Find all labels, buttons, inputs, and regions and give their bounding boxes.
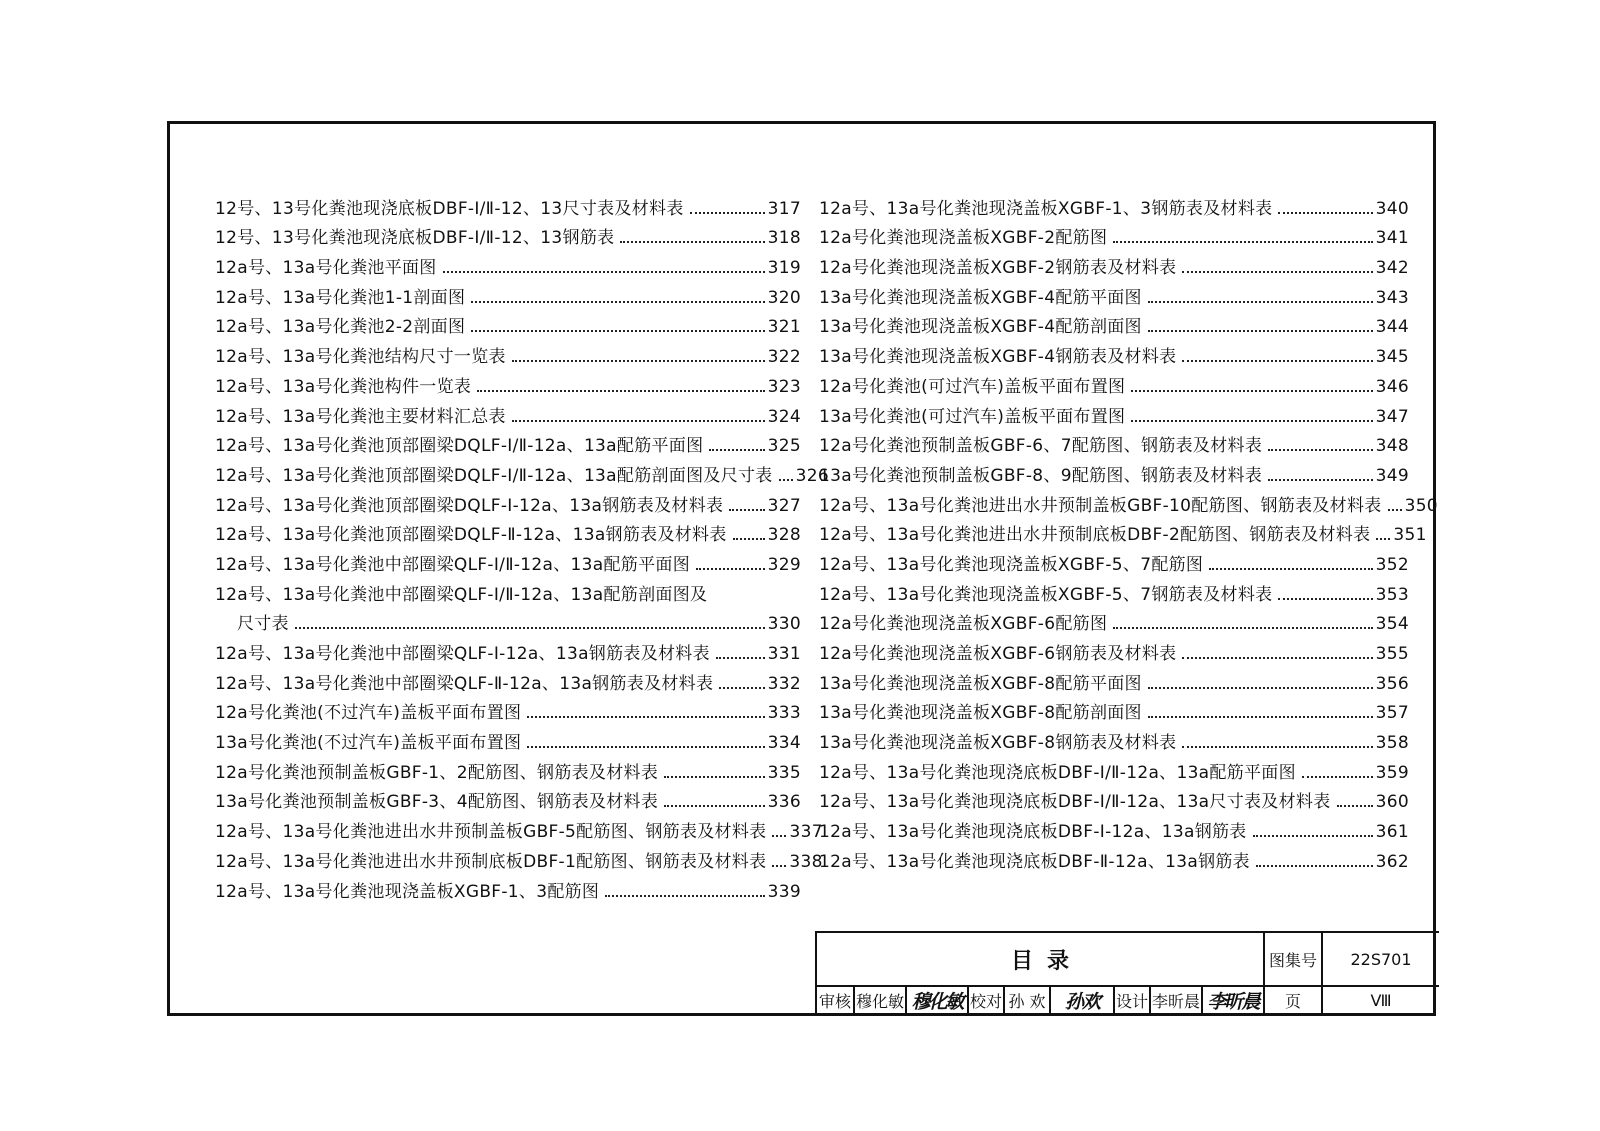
toc-entry-title: 13a号化粪池现浇盖板XGBF-4配筋剖面图 <box>819 317 1142 338</box>
toc-entry-title: 12a号、13a号化粪池中部圈梁QLF-Ⅰ-12a、13a钢筋表及材料表 <box>215 644 710 664</box>
dot-leader <box>527 746 764 748</box>
toc-entry-title: 12a号、13a号化粪池进出水井预制底板DBF-1配筋图、钢筋表及材料表 <box>215 851 767 872</box>
checker-name: 孙 欢 <box>1008 991 1046 1011</box>
toc-entry-page: 330 <box>767 614 801 635</box>
toc-right-column <box>819 192 1438 875</box>
dot-leader <box>690 212 765 214</box>
toc-entry-title: 12a号化粪池(不过汽车)盖板平面布置图 <box>215 703 522 724</box>
toc-entry-title: 12a号、13a号化粪池2-2剖面图 <box>215 317 466 338</box>
toc-entry <box>819 222 1409 252</box>
dot-leader <box>1182 271 1372 273</box>
toc-entry <box>819 548 1409 578</box>
toc-entry-page: 353 <box>1375 584 1409 605</box>
toc-entry <box>215 222 801 252</box>
atlas-number: 22S701 <box>1350 949 1412 969</box>
toc-entry <box>819 845 1409 875</box>
reviewer-signature: 穆化敏 <box>911 990 963 1013</box>
dot-leader <box>1113 241 1372 243</box>
dot-leader <box>716 657 765 659</box>
toc-entry-page: 325 <box>767 436 801 457</box>
toc-entry <box>819 697 1409 727</box>
title-block-row-1 <box>817 933 1439 987</box>
page-label: 页 <box>1284 991 1301 1011</box>
toc-entry <box>215 756 801 786</box>
title-cell <box>817 933 1263 985</box>
review-label-cell <box>817 985 853 1015</box>
toc-entry <box>215 400 801 430</box>
toc-entry-page: 324 <box>767 406 801 427</box>
dot-leader <box>733 538 765 540</box>
atlas-number-cell <box>1321 933 1439 985</box>
toc-entry <box>819 281 1409 311</box>
page-number-cell <box>1321 985 1439 1015</box>
toc-entry-title: 13a号化粪池(不过汽车)盖板平面布置图 <box>215 733 522 754</box>
toc-entry-title: 12a号、13a号化粪池顶部圈梁DQLF-Ⅰ/Ⅱ-12a、13a配筋平面图 <box>215 436 704 457</box>
check-label-cell <box>967 985 1003 1015</box>
toc-entry <box>819 608 1409 638</box>
toc-entry-page: 334 <box>767 733 801 754</box>
toc-entry-page: 359 <box>1375 762 1409 783</box>
designer-signature-cell <box>1201 985 1263 1015</box>
atlas-label: 图集号 <box>1268 950 1317 970</box>
toc-entry-title: 12a号、13a号化粪池构件一览表 <box>215 376 472 397</box>
toc-entry-title: 12a号、13a号化粪池现浇底板DBF-Ⅱ-12a、13a钢筋表 <box>819 851 1250 872</box>
atlas-label-cell <box>1263 933 1321 985</box>
toc-entry-page: 338 <box>789 851 823 872</box>
toc-entry-title: 12a号、13a号化粪池现浇盖板XGBF-1、3配筋图 <box>215 881 600 902</box>
toc-entry-title: 12a号、13a号化粪池现浇盖板XGBF-5、7配筋图 <box>819 554 1204 575</box>
toc-entry <box>819 251 1409 281</box>
dot-leader <box>709 449 764 451</box>
toc-entry-page: 329 <box>767 554 801 575</box>
toc-entry-page: 323 <box>767 376 801 397</box>
designer-signature: 李昕晨 <box>1207 990 1259 1013</box>
toc-entry-title: 12a号、13a号化粪池中部圈梁QLF-Ⅱ-12a、13a钢筋表及材料表 <box>215 673 714 694</box>
toc-entry <box>819 667 1409 697</box>
dot-leader <box>477 390 764 392</box>
dot-leader <box>295 627 765 629</box>
toc-entry <box>819 400 1409 430</box>
toc-entry-page: 351 <box>1393 525 1427 546</box>
toc-entry-title: 12a号、13a号化粪池结构尺寸一览表 <box>215 347 506 368</box>
toc-entry-title: 12a号、13a号化粪池进出水井预制盖板GBF-5配筋图、钢筋表及材料表 <box>215 822 767 843</box>
dot-leader <box>664 776 765 778</box>
dot-leader <box>1256 865 1373 867</box>
dot-leader <box>605 895 764 897</box>
toc-entry-page: 349 <box>1375 465 1409 486</box>
toc-entry-title: 12a号化粪池预制盖板GBF-1、2配筋图、钢筋表及材料表 <box>215 762 659 783</box>
toc-entry-page: 322 <box>767 347 801 368</box>
dot-leader <box>772 865 786 867</box>
toc-entry-page: 332 <box>767 673 801 694</box>
dot-leader <box>1148 716 1373 718</box>
toc-entry-page: 319 <box>767 258 801 279</box>
dot-leader <box>1388 509 1402 511</box>
toc-entry-title: 12a号、13a号化粪池顶部圈梁DQLF-Ⅰ-12a、13a钢筋表及材料表 <box>215 495 724 516</box>
checker-signature: 孙欢 <box>1064 990 1099 1013</box>
review-label: 审核 <box>818 991 851 1011</box>
toc-entry <box>215 251 801 281</box>
toc-entry-page: 331 <box>767 644 801 664</box>
toc-entry <box>215 845 823 875</box>
reviewer-name: 穆化敏 <box>855 991 904 1011</box>
title-block <box>815 931 1439 1013</box>
dot-leader <box>620 241 764 243</box>
designer-name: 李昕晨 <box>1151 991 1200 1011</box>
dot-leader <box>1182 360 1372 362</box>
toc-entry-page: 321 <box>767 317 801 338</box>
toc-entry-title: 12a号、13a号化粪池现浇底板DBF-Ⅰ/Ⅱ-12a、13a尺寸表及材料表 <box>819 792 1331 813</box>
toc-entry-title: 12a号、13a号化粪池进出水井预制盖板GBF-10配筋图、钢筋表及材料表 <box>819 495 1382 516</box>
toc-entry <box>215 786 801 816</box>
dot-leader <box>1131 420 1372 422</box>
dot-leader <box>512 420 765 422</box>
toc-entry-title: 12a号、13a号化粪池中部圈梁QLF-Ⅰ/Ⅱ-12a、13a配筋平面图 <box>215 554 691 575</box>
toc-entry <box>819 519 1427 549</box>
toc-entry <box>819 459 1409 489</box>
toc-entry <box>215 578 801 608</box>
toc-entry-page: 326 <box>795 465 829 486</box>
toc-entry-title: 13a号化粪池现浇盖板XGBF-4配筋平面图 <box>819 287 1142 308</box>
dot-leader <box>443 271 765 273</box>
toc-entry-page: 333 <box>767 703 801 724</box>
toc-entry <box>819 637 1409 667</box>
toc-entry-title: 12a号、13a号化粪池中部圈梁QLF-Ⅰ/Ⅱ-12a、13a配筋剖面图及 <box>215 584 708 605</box>
toc-entry-title: 12a号、13a号化粪池主要材料汇总表 <box>215 406 506 427</box>
toc-entry-title: 12a号化粪池现浇盖板XGBF-6钢筋表及材料表 <box>819 644 1177 664</box>
toc-entry-page: 318 <box>767 228 801 249</box>
toc-entry <box>215 519 801 549</box>
dot-leader <box>1148 687 1373 689</box>
toc-entry-page: 361 <box>1375 822 1409 843</box>
toc-entry-page: 340 <box>1375 198 1409 219</box>
toc-entry <box>819 311 1409 341</box>
designer-cell <box>1149 985 1201 1015</box>
drawing-frame <box>167 121 1436 1016</box>
toc-entry-title: 12a号化粪池预制盖板GBF-6、7配筋图、钢筋表及材料表 <box>819 436 1263 457</box>
toc-entry-title: 尺寸表 <box>237 614 289 635</box>
toc-entry-page: 354 <box>1375 614 1409 635</box>
toc-entry-title: 12a号、13a号化粪池现浇盖板XGBF-5、7钢筋表及材料表 <box>819 584 1273 605</box>
toc-entry-page: 358 <box>1375 733 1409 754</box>
toc-entry <box>215 311 801 341</box>
dot-leader <box>1113 627 1372 629</box>
toc-entry-page: 342 <box>1375 258 1409 279</box>
toc-entry-title: 12a号、13a号化粪池1-1剖面图 <box>215 287 466 308</box>
toc-entry-title: 12a号化粪池现浇盖板XGBF-2配筋图 <box>819 228 1108 249</box>
dot-leader <box>1376 538 1390 540</box>
toc-entry <box>819 756 1409 786</box>
toc-entry-page: 362 <box>1375 851 1409 872</box>
toc-entry <box>215 726 801 756</box>
toc-entry-page: 339 <box>767 881 801 902</box>
toc-entry <box>215 489 801 519</box>
page-number: Ⅷ <box>1370 990 1392 1010</box>
toc-entry-page: 356 <box>1375 673 1409 694</box>
toc-entry <box>215 430 801 460</box>
page-label-cell <box>1263 985 1321 1015</box>
toc-entry-page: 320 <box>767 287 801 308</box>
toc-entry-page: 346 <box>1375 376 1409 397</box>
dot-leader <box>1278 598 1372 600</box>
dot-leader <box>1337 805 1373 807</box>
toc-entry-title: 13a号化粪池现浇盖板XGBF-8配筋平面图 <box>819 673 1142 694</box>
toc-entry-title: 12a号、13a号化粪池顶部圈梁DQLF-Ⅰ/Ⅱ-12a、13a配筋剖面图及尺寸表 <box>215 465 773 486</box>
toc-entry-title: 12a号、13a号化粪池现浇底板DBF-Ⅰ/Ⅱ-12a、13a配筋平面图 <box>819 762 1296 783</box>
dot-leader <box>1209 568 1372 570</box>
toc-left-column <box>215 192 829 905</box>
title-block-row-2 <box>817 985 1439 1015</box>
toc-entry-page: 352 <box>1375 554 1409 575</box>
toc-entry <box>215 637 801 667</box>
toc-entry <box>819 815 1409 845</box>
toc-entry-page: 341 <box>1375 228 1409 249</box>
sheet-title: 目录 <box>1010 948 1083 974</box>
checker-cell <box>1003 985 1049 1015</box>
toc-entry-title: 13a号化粪池现浇盖板XGBF-4钢筋表及材料表 <box>819 347 1177 368</box>
toc-entry <box>819 786 1409 816</box>
toc-entry-page: 350 <box>1404 495 1438 516</box>
toc-entry-page: 355 <box>1375 644 1409 664</box>
toc-entry <box>215 281 801 311</box>
toc-entry-title: 13a号化粪池现浇盖板XGBF-8钢筋表及材料表 <box>819 733 1177 754</box>
toc-entry-page: 337 <box>789 822 823 843</box>
dot-leader <box>772 835 786 837</box>
toc-entry <box>215 340 801 370</box>
dot-leader <box>696 568 765 570</box>
toc-entry <box>215 815 823 845</box>
toc-entry <box>215 667 801 697</box>
design-label-cell <box>1113 985 1149 1015</box>
dot-leader <box>471 330 764 332</box>
toc-entry-page: 335 <box>767 762 801 783</box>
toc-entry-page: 317 <box>767 198 801 219</box>
toc-entry-page: 328 <box>767 525 801 546</box>
dot-leader <box>512 360 765 362</box>
dot-leader <box>471 301 764 303</box>
toc-entry <box>215 370 801 400</box>
reviewer-signature-cell <box>905 985 967 1015</box>
toc-entry-page: 344 <box>1375 317 1409 338</box>
dot-leader <box>1148 301 1373 303</box>
toc-entry <box>819 192 1409 222</box>
toc-entry-title: 12a号、13a号化粪池进出水井预制底板DBF-2配筋图、钢筋表及材料表 <box>819 525 1371 546</box>
toc-entry <box>215 459 829 489</box>
toc-entry-title: 12a号、13a号化粪池顶部圈梁DQLF-Ⅱ-12a、13a钢筋表及材料表 <box>215 525 727 546</box>
dot-leader <box>1182 657 1372 659</box>
toc-entry <box>215 875 801 905</box>
toc-entry <box>819 340 1409 370</box>
dot-leader <box>664 805 765 807</box>
toc-entry-page: 336 <box>767 792 801 813</box>
dot-leader <box>729 509 764 511</box>
check-label: 校对 <box>969 991 1002 1011</box>
toc-entry <box>819 578 1409 608</box>
toc-entry-title: 12a号化粪池现浇盖板XGBF-2钢筋表及材料表 <box>819 258 1177 279</box>
toc-entry <box>215 192 801 222</box>
dot-leader <box>1182 746 1372 748</box>
design-label: 设计 <box>1115 991 1148 1011</box>
toc-entry-title: 12a号、13a号化粪池现浇盖板XGBF-1、3钢筋表及材料表 <box>819 198 1273 219</box>
toc-entry-title: 13a号化粪池预制盖板GBF-8、9配筋图、钢筋表及材料表 <box>819 465 1263 486</box>
dot-leader <box>1268 479 1373 481</box>
reviewer-cell <box>853 985 905 1015</box>
toc-entry-title: 13a号化粪池预制盖板GBF-3、4配筋图、钢筋表及材料表 <box>215 792 659 813</box>
toc-entry-title: 12号、13号化粪池现浇底板DBF-Ⅰ/Ⅱ-12、13钢筋表 <box>215 228 615 249</box>
toc-entry-title: 12a号、13a号化粪池平面图 <box>215 258 437 279</box>
toc-entry-title: 12a号、13a号化粪池现浇底板DBF-Ⅰ-12a、13a钢筋表 <box>819 822 1247 843</box>
toc-entry-title: 13a号化粪池(可过汽车)盖板平面布置图 <box>819 406 1126 427</box>
toc-entry-page: 348 <box>1375 436 1409 457</box>
toc-entry-page: 327 <box>767 495 801 516</box>
toc-entry-page: 347 <box>1375 406 1409 427</box>
dot-leader <box>1268 449 1373 451</box>
toc-entry-title: 13a号化粪池现浇盖板XGBF-8配筋剖面图 <box>819 703 1142 724</box>
toc-entry-title: 12号、13号化粪池现浇底板DBF-Ⅰ/Ⅱ-12、13尺寸表及材料表 <box>215 198 684 219</box>
toc-entry-page: 360 <box>1375 792 1409 813</box>
toc-entry-page: 343 <box>1375 287 1409 308</box>
dot-leader <box>527 716 764 718</box>
toc-entry <box>819 430 1409 460</box>
dot-leader <box>1253 835 1373 837</box>
toc-entry-title: 12a号化粪池现浇盖板XGBF-6配筋图 <box>819 614 1108 635</box>
toc-entry <box>819 489 1438 519</box>
toc-entry <box>215 697 801 727</box>
dot-leader <box>1278 212 1372 214</box>
dot-leader <box>779 479 793 481</box>
dot-leader <box>1131 390 1372 392</box>
toc-entry <box>819 726 1409 756</box>
checker-signature-cell <box>1049 985 1113 1015</box>
dot-leader <box>1148 330 1373 332</box>
toc-entry-page: 345 <box>1375 347 1409 368</box>
toc-entry-title: 12a号化粪池(可过汽车)盖板平面布置图 <box>819 376 1126 397</box>
toc-entry <box>819 370 1409 400</box>
dot-leader <box>719 687 764 689</box>
toc-entry-page: 357 <box>1375 703 1409 724</box>
dot-leader <box>1302 776 1373 778</box>
toc-entry <box>215 608 801 638</box>
toc-entry <box>215 548 801 578</box>
